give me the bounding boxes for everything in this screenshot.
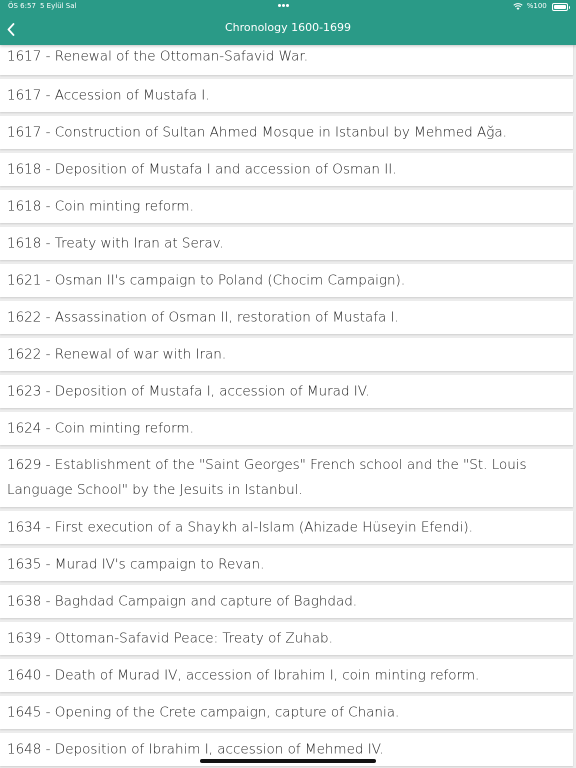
status-right (513, 1, 568, 12)
list-item-text: 1617 - Accession of Mustafa I. (7, 87, 210, 103)
status-date: 5 Eylül Sal (40, 2, 77, 10)
list-item[interactable] (0, 659, 573, 692)
list-item[interactable] (0, 79, 573, 112)
list-item[interactable] (0, 585, 573, 618)
battery-icon (552, 3, 568, 11)
list-item-text: 1621 - Osman II's campaign to Poland (Chocim Campaign). (7, 272, 406, 288)
list-item-text: 1648 - Deposition of Ibrahim I, accession of Mehmed IV. (7, 741, 384, 757)
list-item-text: 1624 - Coin minting reform. (7, 420, 194, 436)
status-time: ÖS 6:57 (8, 2, 36, 10)
status-bar (0, 0, 576, 14)
list-item-text: 1640 - Death of Murad IV, accession of Ibrahim I, coin minting reform. (7, 667, 480, 683)
list-item-text: 1617 - Construction of Sultan Ahmed Mosque in Istanbul by Mehmed Ağa. (7, 124, 507, 140)
list-item[interactable] (0, 622, 573, 655)
list-item-text: 1645 - Opening of the Crete campaign, capture of Chania. (7, 704, 400, 720)
list-item[interactable] (0, 264, 573, 297)
battery-percentage: %100 (526, 2, 547, 10)
nav-bar (0, 0, 576, 45)
list-item-text: 1618 - Treaty with Iran at Serav. (7, 235, 224, 251)
list-item[interactable] (0, 375, 573, 408)
list-item[interactable] (0, 338, 573, 371)
list-item-text: 1635 - Murad IV's campaign to Revan. (7, 556, 265, 572)
list-item-text: 1618 - Deposition of Mustafa I and accession of Osman II. (7, 161, 397, 177)
list-item-text: 1629 - Establishment of the "Saint Georges" French school and the "St. Louis Language School" by the Jesuits in Istanbul. (7, 457, 527, 498)
list-item[interactable] (0, 696, 573, 729)
list-item[interactable] (0, 548, 573, 581)
list-item[interactable] (0, 227, 573, 260)
list-item[interactable] (0, 116, 573, 149)
list-item[interactable] (0, 301, 573, 334)
list-item[interactable] (0, 190, 573, 223)
list-item-text: 1617 - Renewal of the Ottoman-Safavid War. (7, 48, 309, 65)
wifi-icon (513, 2, 523, 11)
list-item-text: 1618 - Coin minting reform. (7, 198, 194, 214)
multitasking-dots-icon[interactable] (278, 4, 298, 10)
page-title: Chronology 1600-1699 (224, 21, 352, 34)
list-item-text: 1622 - Assassination of Osman II, restoration of Mustafa I. (7, 309, 399, 325)
list-item[interactable] (0, 511, 573, 544)
list-item[interactable] (0, 153, 573, 186)
list-item[interactable] (0, 45, 573, 75)
list-item-text: 1638 - Baghdad Campaign and capture of Baghdad. (7, 593, 358, 609)
list-item[interactable] (0, 412, 573, 445)
home-indicator[interactable] (200, 759, 376, 763)
list-item-text: 1639 - Ottoman-Safavid Peace: Treaty of Zuhab. (7, 630, 333, 646)
list-item-text: 1623 - Deposition of Mustafa I, accession of Murad IV. (7, 383, 370, 399)
list-item[interactable] (0, 449, 573, 507)
list-item-text: 1622 - Renewal of war with Iran. (7, 346, 227, 362)
list-item-text: 1634 - First execution of a Shaykh al-Islam (Ahizade Hüseyin Efendi). (7, 519, 473, 535)
